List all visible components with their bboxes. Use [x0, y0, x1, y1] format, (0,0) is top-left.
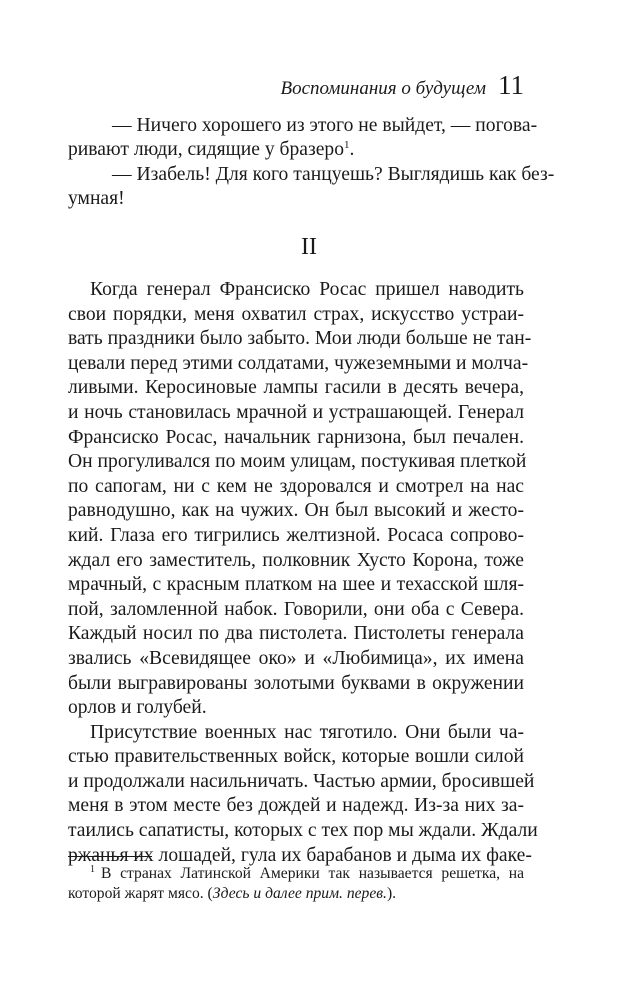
text-line: по сапогам, ни с кем не здоровался и смотрел на нас [68, 475, 524, 497]
page-number: 11 [498, 70, 524, 100]
text-line: кий. Глаза его тигрились желтизной. Росаса сопрово- [68, 524, 524, 546]
footnote-line: которой жарят мясо. (Здесь и далее прим. перев.). [68, 885, 397, 902]
text-line: Он прогуливался по моим улицам, постукивая плеткой [68, 451, 527, 473]
text-line: умная! [68, 188, 125, 210]
text-line: меня в этом месте без дождей и надежд. Из-за них за- [68, 795, 524, 817]
text-line: Каждый носил по два пистолета. Пистолеты генерала [68, 623, 524, 645]
text-line: пой, заломленной набок. Говорили, они оба с Севера. [68, 598, 524, 620]
footnote-divider [68, 856, 152, 857]
footnote-marker: 1 [90, 864, 95, 875]
text-line: стью правительственных войск, которые вошли силой [68, 746, 524, 768]
text-line: и продолжали насильничать. Частью армии, бросившей [68, 770, 535, 792]
footnote-reference: 1 [344, 139, 350, 152]
text-line: вать праздники было забыто. Мои люди больше не тан- [68, 328, 532, 350]
chapter-body [68, 278, 538, 868]
text-line: и ночь становилась мрачной и устрашающей. Генерал [68, 401, 524, 423]
chapter-heading: II [301, 234, 317, 260]
running-title: Воспоминания о будущем [280, 78, 486, 99]
text-line: мрачный, с красным платком на шее и техасской шля- [68, 574, 524, 596]
text-line: равнодушно, как на чужих. Он был высокий и жесто- [68, 500, 524, 522]
footnote [68, 864, 524, 904]
text-line: ржанья их лошадей, гула их барабанов и дыма их факе- [68, 844, 532, 866]
body-paragraph [68, 278, 532, 721]
intro-text [68, 114, 555, 212]
text-line: ливыми. Керосиновые лампы гасили в десять вечера, [68, 377, 524, 399]
text-line: Присутствие военных нас тяготило. Они были ча- [90, 721, 524, 743]
text-line: — Ничего хорошего из этого не выйдет, — погова- [112, 115, 538, 136]
text-line: орлов и голубей. [68, 697, 207, 719]
text-line: ждал его заместитель, полковник Хусто Корона, тоже [68, 549, 524, 571]
text-line: свои порядки, меня охватил страх, искусство устраи- [68, 303, 524, 325]
text-line: были выгравированы золотыми буквами в окружении [68, 672, 524, 694]
dialogue-paragraph [68, 163, 555, 212]
dialogue-paragraph [68, 114, 538, 163]
footnote-italic-note: Здесь и далее прим. перев. [212, 885, 387, 902]
text-line: Франсиско Росас, начальник гарнизона, был печален. [68, 426, 524, 448]
text-line: таились сапатисты, которых с тех пор мы ждали. Ждали [68, 820, 538, 842]
text-line: — Изабель! Для кого танцуешь? Выглядишь как без- [112, 163, 555, 185]
text-line: цевали перед этими солдатами, чужеземными и молча- [68, 352, 529, 374]
text-line: ривают люди, сидящие у бразеро$^1$. [68, 139, 355, 161]
text-line: звались «Всевидящее око» и «Любимица», их имена [68, 647, 524, 669]
body-paragraph [68, 721, 538, 869]
text-line: Когда генерал Франсиско Росас пришел наводить [90, 279, 524, 300]
running-header [280, 70, 524, 101]
footnote-line: $^1$ В странах Латинской Америки так называется решетка, на [90, 864, 524, 882]
